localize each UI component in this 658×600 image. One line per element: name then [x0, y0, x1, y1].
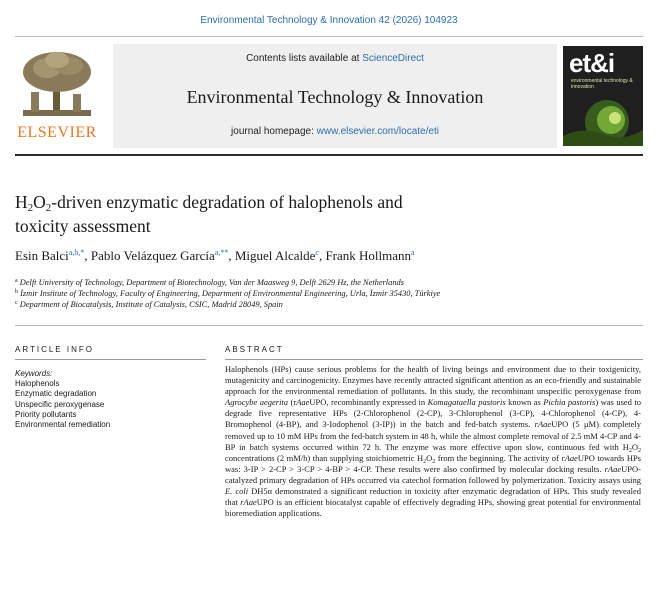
abstract-text: concentrations (2 mM/h) than supplying stoichiometric H [225, 452, 424, 463]
title-text-line2: toxicity assessment [15, 216, 151, 236]
abstract-italic: Pichia pastoris [543, 397, 596, 408]
keyword-item[interactable]: Unspecific peroxygenase [15, 399, 105, 409]
abstract-text: UPO, recombinantly expressed in [309, 397, 428, 408]
abstract-italic: Aae [296, 397, 310, 408]
abstract-italic: rAae [561, 452, 578, 463]
author-affil-marker[interactable]: a [411, 248, 415, 257]
top-divider [15, 36, 643, 37]
abstract-italic: rAae [534, 419, 552, 430]
author-list: Esin Balci$^{a,b,*}$, Pablo Velázquez García$^{a,**}$, Miguel Alcalde$^c$, Frank Hollmann$^a$ [15, 248, 415, 263]
title-subscript: 2 [45, 202, 52, 214]
abstract-italic: rAae [604, 463, 622, 474]
abstract-italic: Agrocybe aegerita [225, 397, 289, 408]
abstract-text: known as [505, 397, 544, 408]
abstract-text: O [426, 452, 433, 463]
journal-title: Environmental Technology & Innovation [186, 87, 484, 107]
homepage-prefix: journal homepage: [231, 126, 317, 137]
author-name[interactable]: Miguel Alcalde [234, 248, 316, 263]
abstract-text: (r [288, 397, 297, 408]
abstract-italic: Komagataella pastoris [427, 397, 506, 408]
keyword-item[interactable]: Enzymatic degradation [15, 389, 97, 399]
header-bottom-rule [15, 154, 643, 156]
abstract-text: UPO towards HPs was: 3-IP > 2-CP > 3-CP > 4-BP > 4-CP. These results were also confirmed by molecular docking results. [225, 452, 641, 474]
contents-availability [113, 53, 557, 64]
article-title [15, 190, 535, 238]
abstract-text: ) was used to degrade five representative HPs (2-Chlorophenol (2-CP), 3-Chlorophenol (3-CP), 4-Chlorophenol (4-CP), 4-Bromophenol (4-BP), and 3-Iodophenol (3-IP)) in the batch and fed-batch systems. [225, 397, 641, 430]
affiliation-marker: a [15, 278, 18, 284]
elsevier-tree-icon [17, 48, 97, 120]
journal-header-band [15, 44, 643, 148]
keywords-block [15, 369, 206, 430]
abstract-subscript: 2 [628, 447, 632, 454]
cover-logo: et&i [569, 48, 615, 78]
keyword-item[interactable]: Environmental remediation [15, 420, 111, 430]
journal-cover-thumbnail[interactable] [563, 46, 643, 146]
abstract-text: UPO is an efficient biocatalyst capable of effectively degrading HPs, showing great potential for environmental bioremediation applications. [225, 497, 641, 519]
author-name[interactable]: Esin Balci [15, 248, 69, 263]
affiliation-text: Department of Biocatalysis, Institute of Catalysis, CSIC, Madrid 28049, Spain [19, 300, 283, 309]
keyword-item[interactable]: Priority pollutants [15, 409, 77, 419]
abstract-subscript: 2 [432, 458, 436, 465]
journal-homepage [113, 126, 557, 137]
citation-header: Environmental Technology & Innovation 42 (2026) 104923 [200, 15, 458, 26]
abstract-text: Halophenols (HPs) cause serious problems for the health of living beings and environment due to their toxigenicity, mutagenicity and carcinogenicity. Enzymes have recently attracted significant attention as an eco-friendly and sustainable approach for the environmental remediation of pollutants. In this study, the recombinant unspecific peroxygenase from [225, 364, 641, 397]
title-text: -driven enzymatic degradation of halophenols and [51, 192, 403, 212]
affiliation-item [15, 277, 643, 288]
keyword-item[interactable]: Halophenols [15, 379, 60, 389]
affiliation-marker: b [15, 289, 18, 295]
affiliation-item [15, 288, 643, 299]
abstract-italic: E. coli [225, 486, 249, 497]
homepage-link[interactable]: www.elsevier.com/locate/eti [316, 126, 439, 137]
article-info-heading: ARTICLE INFO [15, 345, 94, 354]
abstract-text: O [631, 441, 638, 452]
affiliation-divider [15, 325, 643, 326]
abstract-text: from the beginning. The activity of [435, 452, 562, 463]
title-text: O [33, 192, 46, 212]
author-name[interactable]: Frank Hollmann [325, 248, 412, 263]
abstract-rule [225, 359, 643, 360]
abstract-subscript: 2 [638, 447, 641, 454]
article-info-rule [15, 359, 206, 360]
author-affil-marker[interactable]: a,** [214, 248, 229, 257]
sciencedirect-link[interactable]: ScienceDirect [362, 53, 424, 64]
abstract-body [225, 364, 641, 519]
publisher-wordmark: ELSEVIER [17, 124, 97, 141]
contents-prefix: Contents lists available at [246, 53, 363, 64]
journal-info-box [113, 44, 557, 148]
publisher-logo[interactable] [15, 48, 99, 144]
author-affil-marker[interactable]: c [315, 248, 319, 257]
affiliation-item [15, 299, 643, 310]
title-text: H [15, 192, 28, 212]
title-subscript: 2 [27, 202, 34, 214]
affiliations [15, 277, 643, 310]
author-name[interactable]: Pablo Velázquez García [90, 248, 215, 263]
abstract-heading: ABSTRACT [225, 345, 284, 354]
abstract-text: UPO-catalyzed primary degradation of HPs occurred via catechol formation followed by polymerization. Toxicity assays using [225, 463, 641, 485]
affiliation-text: İzmir Institute of Technology, Faculty of Engineering, Department of Environmental Engineering, Urla, İzmir 35430, Türkiye [20, 289, 441, 298]
cover-art-icon [563, 96, 643, 146]
cover-subtitle: environmental technology & innovation [571, 78, 633, 90]
author-affil-marker[interactable]: a,b,* [68, 248, 85, 257]
abstract-text: DH5α demonstrated a significant reduction in toxicity after enzymatic degradation of HPs. This study revealed that [225, 486, 641, 508]
affiliation-text: Delft University of Technology, Department of Biotechnology, Van der Maasweg 9, Delft 2629 Hz, the Netherlands [19, 278, 404, 287]
abstract-subscript: 2 [423, 458, 427, 465]
abstract-italic: rAae [240, 497, 257, 508]
abstract-text: UPO (5 μM) completely removed up to 10 mM HPs from the fed-batch system in 48 h, while the almost complete removal of 2.5 mM 4-CP and 4-BP in batch systems occurred within 72 h. The enzyme was more effective upon slow, continuous fed with H [225, 419, 641, 452]
affiliation-marker: c [15, 300, 18, 306]
keywords-label: Keywords: [15, 369, 53, 378]
